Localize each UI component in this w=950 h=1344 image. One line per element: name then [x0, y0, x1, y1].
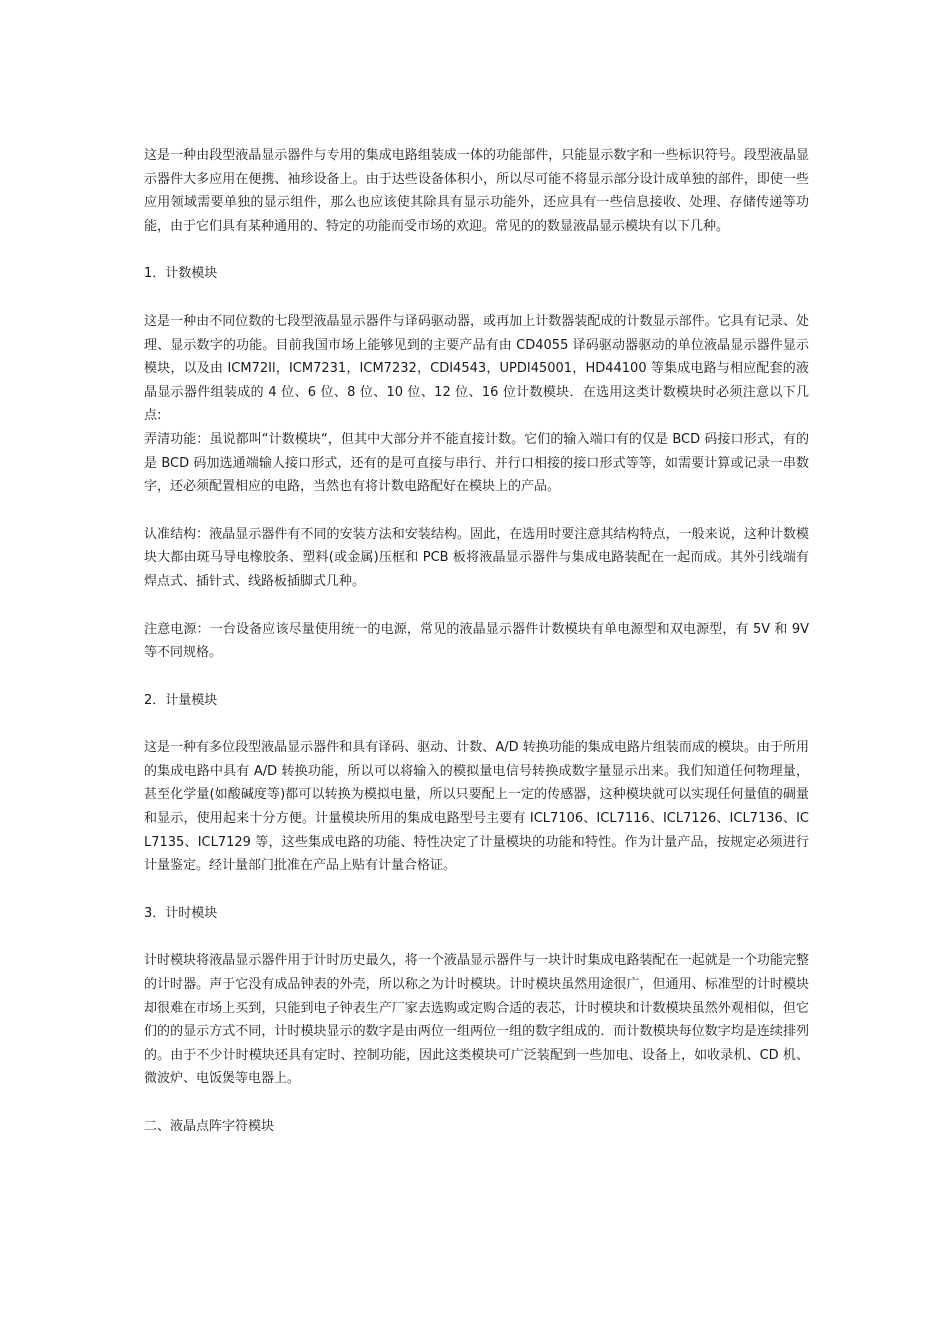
measuring-module-paragraph: 这是一种有多位段型液晶显示器件和具有译码、驱动、计数、A/D 转换功能的集成电路片组装而成的模块。由于所用的集成电路中具有 A/D 转换功能，所以可以将输入的模拟量电信号转换成数字量显示出来。我们知道任何物理量，甚至化学量(如酸碱度等)都可以转换为模拟电量，所以只要配上一定的传感器，这种模块就可以实现任何量值的碉量和显示，使用起来十分方便。计量模块所用的集成电路型号主要有 ICL7106、ICL7116、ICL7126、ICL7136、ICL7135、ICL7129 等，这些集成电路的功能、特性决定了计量模块的功能和特性。作为计量产品，按规定必须进行计量鉴定。经计量部门批准在产品上贴有计量合格证。: [144, 740, 809, 874]
function-note-paragraph: 弄清功能：虽说都叫“计数模块“，但其中大部分并不能直接计数。它们的输入端口有的仅是 BCD 码接口形式，有的是 BCD 码加选通端输人接口形式，还有的是可直接与串行、并行口相接的接口形式等等，如需要计算或记录一串数字，还必须配置相应的电路，当然也有将计数电路配好在模块上的产品。: [144, 431, 809, 495]
counting-module-paragraph: 这是一种由不同位数的七段型液晶显示器件与译码驱动器，或再加上计数器装配成的计数显示部件。它具有记录、处理、显示数字的功能。目前我国市场上能够见到的主要产品有由 CD4055 译码驱动器驱动的单位液晶显示器件显示模块，以及由 ICM72Il，ICM7231，ICM7232，CDI4543，UPDI45001，HD44100 等集成电路与相应配套的液晶显示器件组装成的 4 位、6 位、8 位、10 位、12 位、16 位计数模块．在选用这类计数模块时必须注意以下几点:: [144, 313, 809, 424]
spacer: [144, 878, 809, 902]
spacer: [144, 1091, 809, 1115]
spacer: [144, 712, 809, 736]
intro-paragraph: 这是一种由段型液晶显示器件与专用的集成电路组装成一体的功能部件，只能显示数字和一些标识符号。段型液晶显示器件大多应用在便携、袖珍设备上。由于达些设备体积小，所以尽可能不将显示部分设计成单独的部件，即使一些应用领域需要单独的显示组件，那么也应该使其除具有显示功能外，还应具有一些信息接收、处理、存储传递等功能，由于它们具有某种通用的、特定的功能而受市场的欢迎。常见的的数显液晶显示模块有以下几种。: [144, 148, 809, 234]
power-note-paragraph: 注意电源：一台设备应该尽量使用统一的电源，常见的液晶显示器件计数模块有单电源型和双电源型，有 5V 和 9V 等不同规格。: [144, 621, 809, 661]
section-heading-measuring-module: 2．计量模块: [144, 692, 218, 708]
section-heading-dot-matrix-module: 二、液晶点阵字符模块: [144, 1119, 275, 1134]
structure-note-paragraph: 认准结构：液晶显示器件有不同的安装方法和安装结构。固此，在选用时要注意其结构特点，一般来说，这种计数模块大都由斑马导电橡胶条、塑料(或金属)压框和 PCB 板将液晶显示器件与集成电路装配在一起而成。其外引线端有焊点式、插针式、线路板插脚式几种。: [144, 526, 809, 589]
spacer: [144, 665, 809, 689]
section-heading-timing-module: 3．计时模块: [144, 905, 218, 921]
timing-module-paragraph: 计时模块将液晶显示器件用于计时历史最久，将一个液晶显示器件与一块计时集成电路装配在一起就是一个功能完整的计时器。声于它没有成品钟表的外壳，所以称之为计时模块。计时模块虽然用途很广，但通用、标准型的计时模块却很难在市场上买到，只能到电子钟表生产厂家去选购或定购合适的表芯，计时模块和计数模块虽然外观相似，但它们的的显示方式不同，计时模块显示的数字是由两位一组两位一组的数字组成的．而计数模块每位数字均是连续排列的。由于不少计时模块还具有定时、控制功能，因此这类模块可广泛装配到一些加电、设备上，如收录机、CD 机、微波炉、电饭煲等电器上。: [144, 953, 809, 1087]
section-heading-counting-module: 1．计数模块: [144, 266, 218, 282]
spacer: [144, 925, 809, 949]
spacer: [144, 499, 809, 523]
document-page: [144, 144, 809, 1139]
spacer: [144, 238, 809, 262]
spacer: [144, 286, 809, 310]
spacer: [144, 594, 809, 618]
